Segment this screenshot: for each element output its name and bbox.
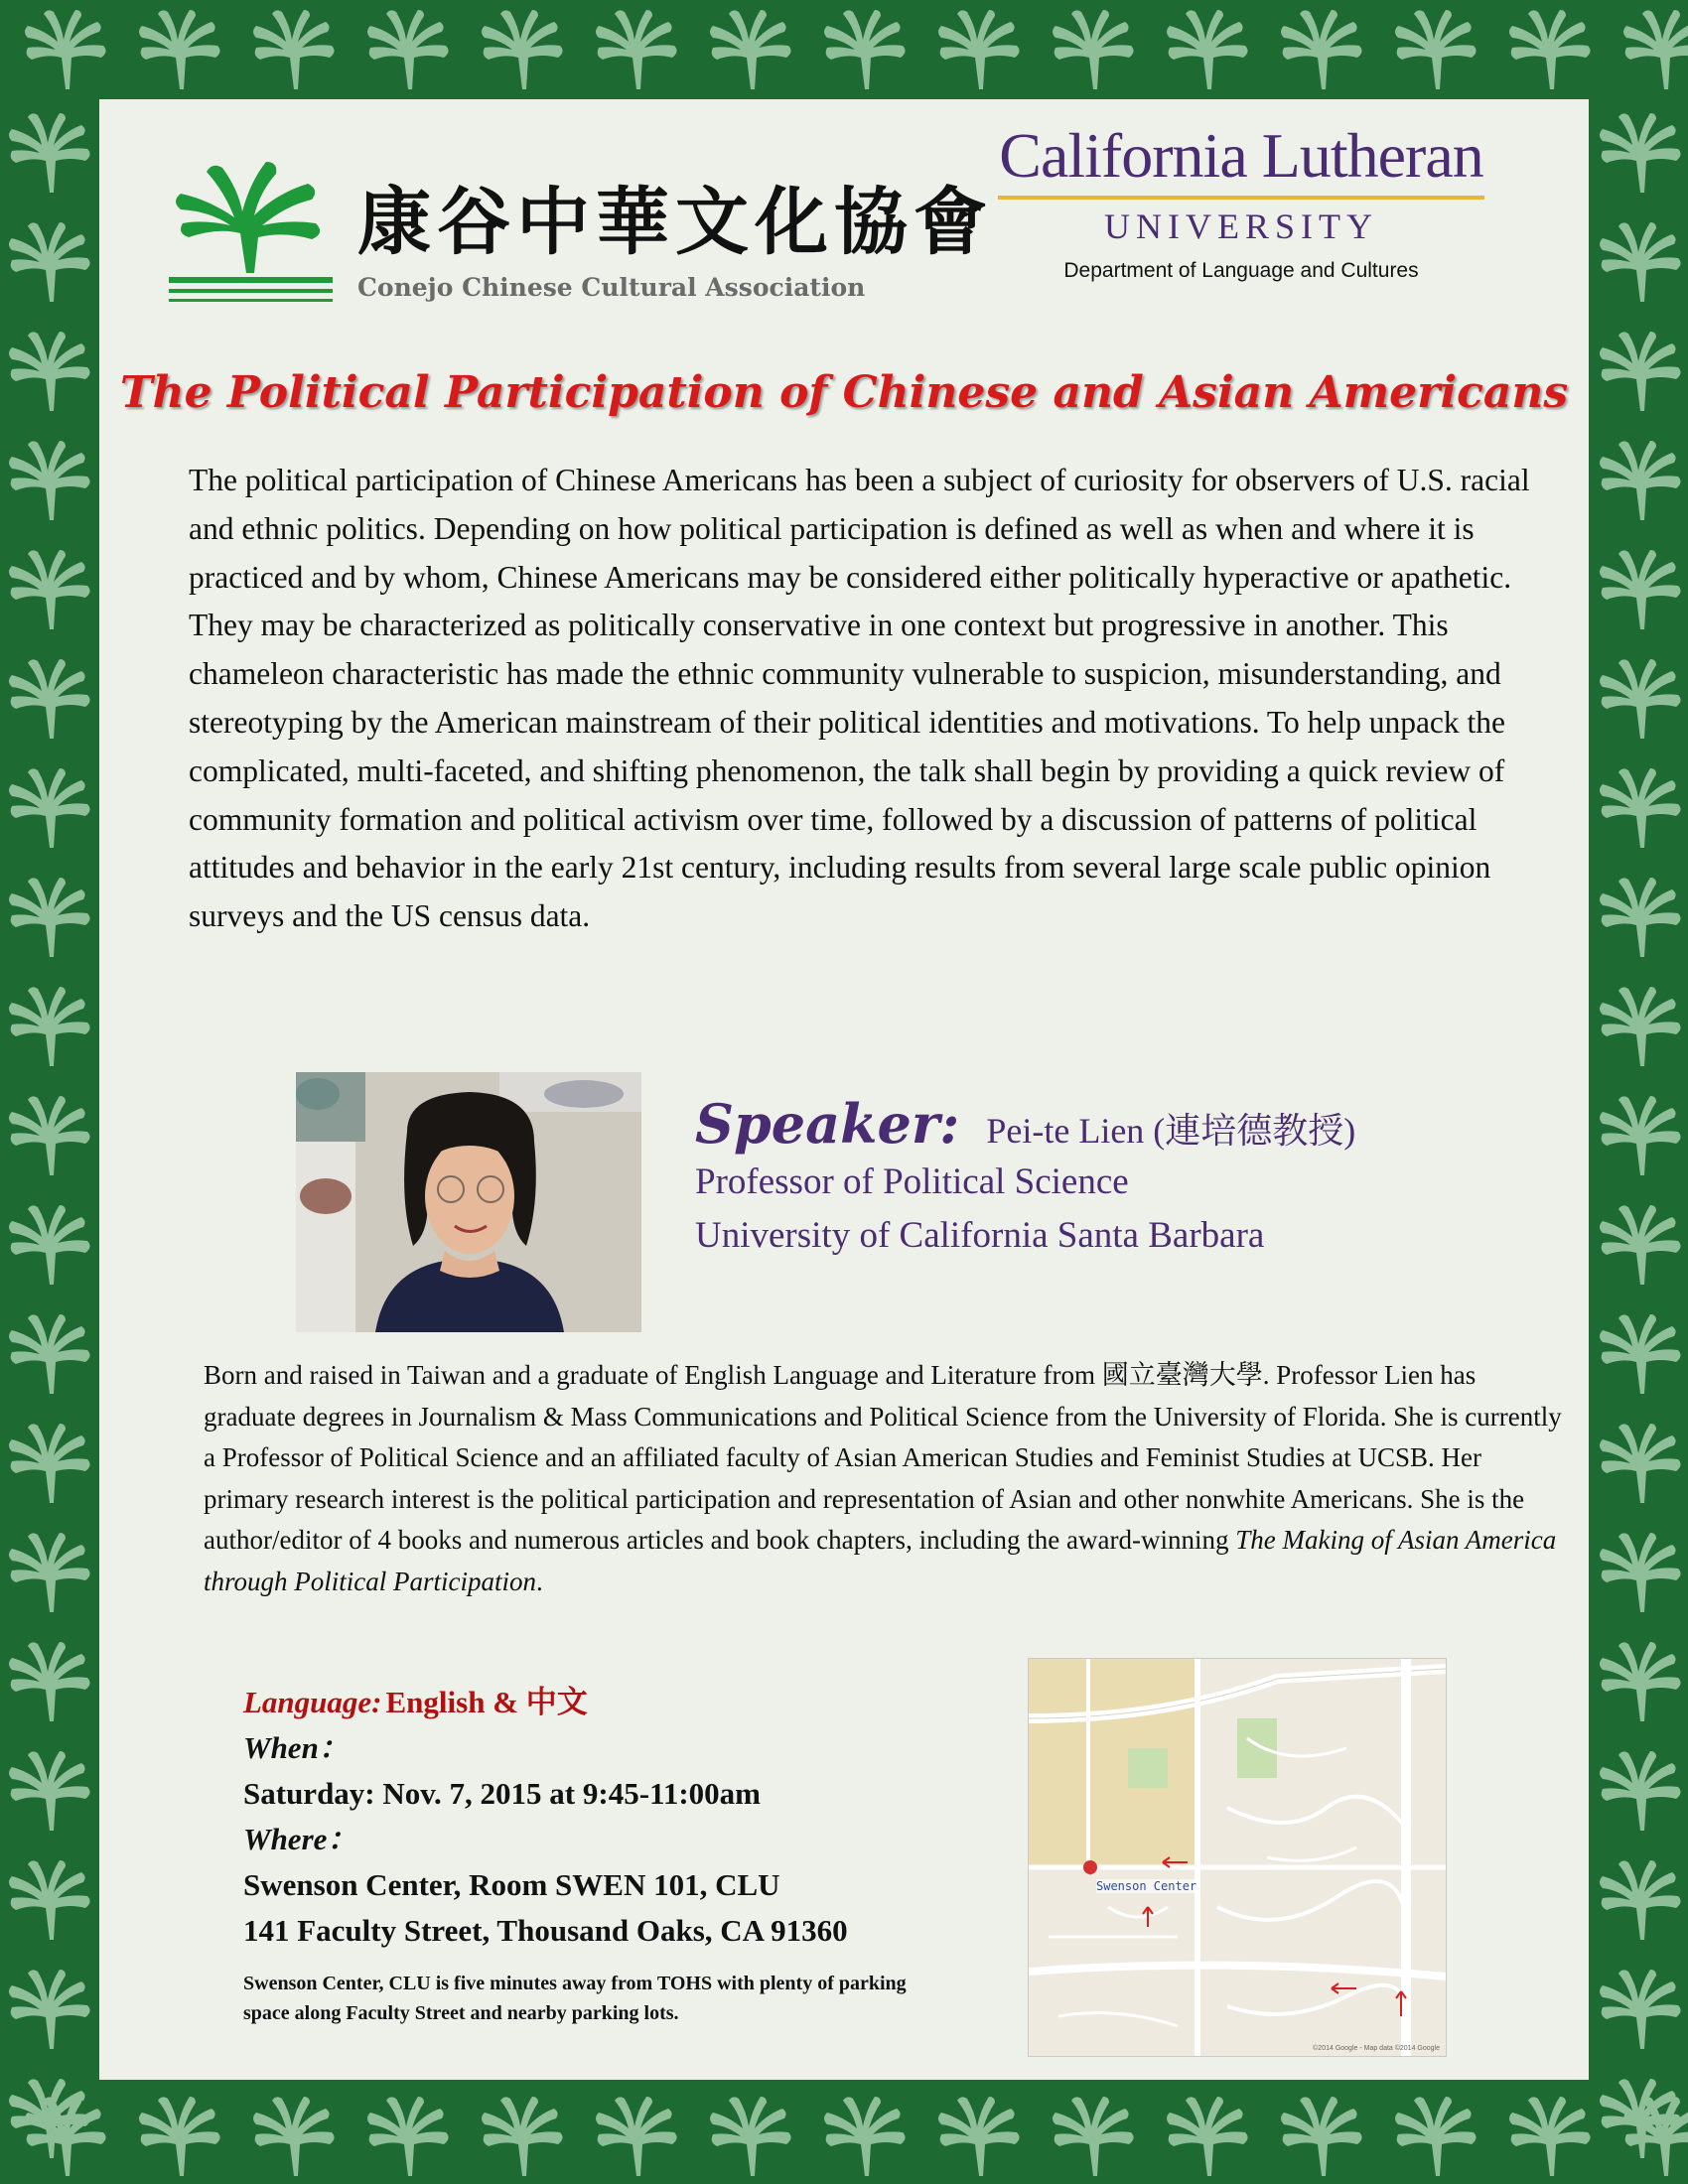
event-title: The Political Participation of Chinese and Asian Americans: [119, 367, 1569, 418]
tree-icon: [703, 6, 798, 89]
event-details: [243, 1683, 1038, 2028]
tree-icon: [2, 1201, 97, 1285]
parking-note: Swenson Center, CLU is five minutes away from TOHS with plenty of parking space along Faculty Street and nearby parking lots.: [243, 1973, 907, 2024]
tree-icon: [2, 2075, 97, 2158]
when-value: Saturday: Nov. 7, 2015 at 9:45-11:00am: [243, 1776, 761, 1811]
map-image: [1029, 1659, 1446, 2056]
tree-icon: [1593, 1856, 1688, 1940]
university-word: UNIVERSITY: [1104, 206, 1378, 246]
tree-icon: [2, 1638, 97, 1721]
tree-icon: [2, 109, 97, 193]
tree-icon: [1388, 2093, 1483, 2176]
content-panel: [99, 99, 1589, 2080]
tree-icon: [589, 6, 684, 89]
tree-icon: [931, 2093, 1027, 2176]
tree-icon: [1593, 437, 1688, 520]
tree-icon: [817, 6, 913, 89]
tree-icon: [1388, 6, 1483, 89]
tree-icon: [2, 1092, 97, 1175]
tree-icon: [2, 437, 97, 520]
tree-icon: [1593, 1638, 1688, 1721]
tree-icon: [1502, 6, 1598, 89]
tree-icon: [589, 2093, 684, 2176]
tree-icon: [246, 2093, 342, 2176]
when-label: When：: [243, 1730, 350, 1765]
where-line-1: Swenson Center, Room SWEN 101, CLU: [243, 1867, 780, 1902]
tree-icon: [1593, 328, 1688, 411]
tree-icon: [360, 2093, 456, 2176]
tree-icon: [1046, 2093, 1141, 2176]
tree-icon: [1593, 1420, 1688, 1503]
tree-icon: [1593, 874, 1688, 957]
tree-icon: [360, 6, 456, 89]
map-marker-label: Swenson Center: [1096, 1879, 1197, 1893]
tree-icon: [1593, 655, 1688, 739]
tree-icon: [132, 6, 227, 89]
tree-icon: [1593, 2075, 1688, 2158]
tree-icon: [1274, 6, 1369, 89]
tree-icon: [2, 328, 97, 411]
clu-logo: [914, 119, 1569, 308]
ccca-chinese-name: 康谷中華文化協會: [357, 180, 993, 265]
book-title: The Making of Asian America through Political Participation: [204, 1525, 1557, 1596]
map-credit: ©2014 Google - Map data ©2014 Google: [1313, 2045, 1440, 2052]
speaker-title: Professor of Political Science: [695, 1161, 1129, 1202]
tree-icon: [1593, 1201, 1688, 1285]
tree-icon: [1593, 1310, 1688, 1394]
speaker-affiliation: University of California Santa Barbara: [695, 1215, 1265, 1256]
tree-icon: [1617, 6, 1688, 89]
tree-icon: [246, 6, 342, 89]
speaker-label: Speaker:: [695, 1092, 960, 1156]
tree-icon: [1593, 546, 1688, 629]
tree-icon: [1593, 218, 1688, 302]
speaker-name: Pei-te Lien (連培德教授): [986, 1111, 1356, 1151]
ccca-english-name: Conejo Chinese Cultural Association: [357, 273, 866, 302]
tree-icon: [703, 2093, 798, 2176]
tree-icon: [1593, 1966, 1688, 2049]
tree-icon: [2, 874, 97, 957]
where-label: Where：: [243, 1822, 358, 1856]
tree-icon: [1274, 2093, 1369, 2176]
ccca-logo: [159, 144, 993, 313]
department-name: Department of Language and Cultures: [1063, 259, 1419, 282]
language-label: Language:: [243, 1685, 382, 1719]
tree-icon: [931, 6, 1027, 89]
event-abstract: The political participation of Chinese Americans has been a subject of curiosity for observers of U.S. racial and ethnic politics. Depending on how political participation is defined as well as when and where it is practiced and by whom, Chinese Americans may be considered either politically hyperactive or apathetic. They may be characterized as politically conservative in one context but progressive in another. This chameleon characteristic has made the ethnic community vulnerable to suspicion, misunderstanding, and stereotyping by the American mainstream of their political identities and motivations. To help unpack the complicated, multi-faceted, and shifting phenomenon, the talk shall begin by providing a quick review of community formation and political activism over time, followed by a discussion of patterns of political attitudes and behavior in the early 21st century, including results from several large scale public opinion surveys and the US census data.: [189, 463, 1530, 934]
ccca-tree-icon: [159, 154, 343, 313]
tree-icon: [1593, 1092, 1688, 1175]
tree-icon: [1593, 764, 1688, 848]
tree-icon: [2, 546, 97, 629]
tree-icon: [817, 2093, 913, 2176]
tree-icon: [1593, 109, 1688, 193]
tree-icon: [1593, 1529, 1688, 1612]
speaker-bio: [204, 1355, 1564, 1603]
tree-icon: [2, 1856, 97, 1940]
language-value: English & 中文: [385, 1685, 588, 1719]
tree-icon: [1593, 1747, 1688, 1831]
tree-icon: [18, 6, 113, 89]
tree-icon: [1160, 6, 1255, 89]
tree-icon: [1046, 6, 1141, 89]
speaker-portrait-image: [296, 1072, 641, 1332]
tree-icon: [1593, 983, 1688, 1066]
tree-icon: [475, 6, 570, 89]
university-gold-rule: [998, 196, 1484, 200]
tree-icon: [2, 218, 97, 302]
tree-icon: [2, 764, 97, 848]
speaker-photo: [296, 1072, 641, 1332]
tree-icon: [2, 1420, 97, 1503]
tree-icon: [132, 2093, 227, 2176]
tree-icon: [1160, 2093, 1255, 2176]
tree-icon: [475, 2093, 570, 2176]
speaker-bio-text: Born and raised in Taiwan and a graduate of English Language and Literature from 國立臺灣大學. Professor Lien has graduate degrees in Journalism & Mass Communications and Political Science from the University of Florida. She is currently a Professor of Political Science and an affiliated faculty of Asian American Studies and Feminist Studies at UCSB. Her primary research interest is the political participation and representation of Asian and other nonwhite Americans. She is the author/editor of 4 books and numerous articles and book chapters, including the award-winning: [204, 1360, 1562, 1556]
tree-icon: [2, 1310, 97, 1394]
university-name: California Lutheran: [999, 120, 1483, 191]
tree-icon: [2, 655, 97, 739]
tree-icon: [2, 1747, 97, 1831]
where-line-2: 141 Faculty Street, Thousand Oaks, CA 91360: [243, 1913, 848, 1948]
tree-icon: [2, 983, 97, 1066]
book-title-suffix: .: [535, 1566, 543, 1596]
tree-icon: [1502, 2093, 1598, 2176]
tree-icon: [2, 1966, 97, 2049]
tree-icon: [2, 1529, 97, 1612]
location-map: [1028, 1658, 1447, 2057]
speaker-info: [695, 1092, 1569, 1263]
